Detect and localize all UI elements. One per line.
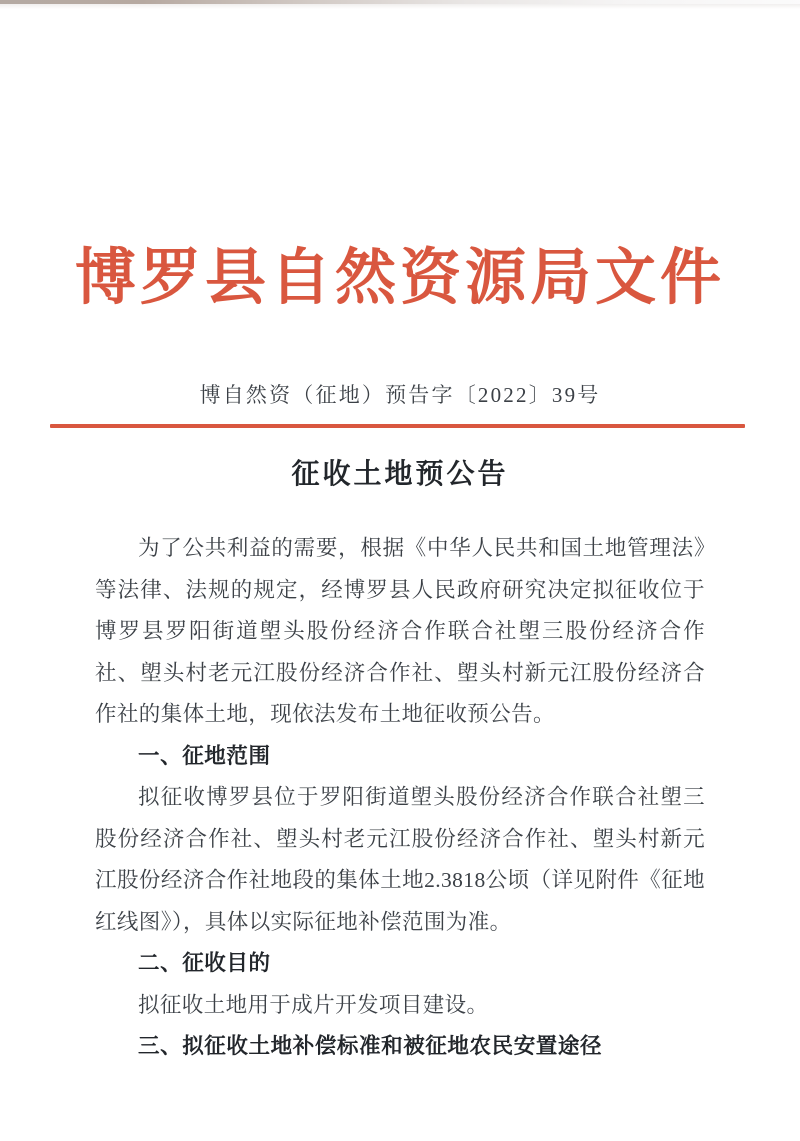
opening-paragraph: 为了公共利益的需要，根据《中华人民共和国土地管理法》等法律、法规的规定，经博罗县人民政府研究决定拟征收位于博罗县罗阳街道塱头股份经济合作联合社塱三股份经济合作社、塱头村老元江股份经济合作社、塱头村新元江股份经济合作社的集体土地，现依法发布土地征收预公告。 bbox=[95, 536, 705, 726]
section-paragraph-1: 拟征收博罗县位于罗阳街道塱头股份经济合作联合社塱三股份经济合作社、塱头村老元江股份经济合作社、塱头村新元江股份经济合作社地段的集体土地2.3818公顷（详见附件《征地红线图》），具体以实际征地补偿范围为准。 bbox=[95, 785, 705, 934]
section-heading-1: 一、征地范围 bbox=[138, 743, 271, 768]
masthead bbox=[0, 246, 800, 312]
document-number: 博自然资（征地）预告字〔2022〕39号 bbox=[199, 383, 601, 407]
section-heading-2: 二、征收目的 bbox=[138, 951, 271, 975]
red-divider-rule bbox=[50, 424, 745, 428]
section-paragraph-2: 拟征收土地用于成片开发项目建设。 bbox=[138, 992, 489, 1017]
document-body bbox=[95, 528, 705, 1068]
document-number-row bbox=[0, 379, 800, 409]
scan-edge-gradient bbox=[0, 4, 800, 9]
section-heading-3: 三、拟征收土地补偿标准和被征地农民安置途径 bbox=[138, 1034, 603, 1058]
page-title: 征收土地预公告 bbox=[291, 458, 509, 489]
document-heading-row bbox=[0, 452, 800, 492]
masthead-title: 博罗县自然资源局文件 bbox=[74, 245, 725, 312]
